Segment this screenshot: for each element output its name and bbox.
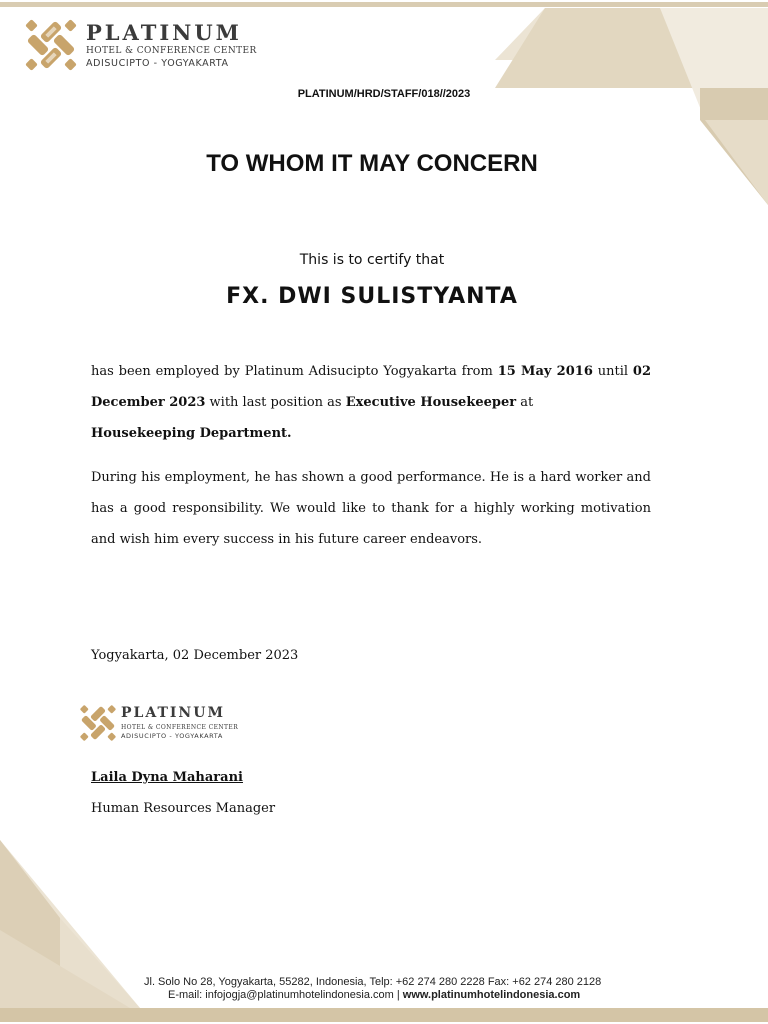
footer-contact xyxy=(168,989,580,1001)
position-title: Executive Housekeeper xyxy=(345,395,517,410)
employee-name: FX. DWI SULISTYANTA xyxy=(226,284,518,309)
certify-line: This is to certify that xyxy=(299,252,445,268)
logo-location: ADISUCIPTO - YOGYAKARTA xyxy=(86,58,229,69)
logo-wordmark-small: PLATINUM xyxy=(121,705,225,721)
start-date: 15 May 2016 xyxy=(497,364,593,379)
signatory-title: Human Resources Manager xyxy=(91,801,276,816)
performance-paragraph: During his employment, he has shown a good performance. He is a hard worker and has a good responsibility. We would like to thank for a highly working motivation and wish him every success in his future career endeavors. xyxy=(91,470,651,547)
department-name: Housekeeping Department. xyxy=(91,426,292,441)
platinum-logo-icon-small xyxy=(79,704,117,742)
bottom-border-band xyxy=(0,1008,768,1022)
employment-paragraph xyxy=(91,356,651,449)
text-employed-by: has been employed by Platinum Adisucipto Yogyakarta from xyxy=(91,364,498,379)
hotel-logo-stamp xyxy=(79,704,249,744)
text-last-position: with last position as xyxy=(205,395,346,410)
logo-subtitle: HOTEL & CONFERENCE CENTER xyxy=(86,46,257,56)
text-at: at xyxy=(516,395,534,410)
letter-heading: TO WHOM IT MAY CONCERN xyxy=(206,150,538,177)
end-date: 02 December 2023 xyxy=(91,364,651,410)
hotel-logo-header xyxy=(24,18,257,74)
reference-number: PLATINUM/HRD/STAFF/018//2023 xyxy=(297,88,471,100)
logo-wordmark: PLATINUM xyxy=(86,20,242,45)
logo-subtitle-small: HOTEL & CONFERENCE CENTER xyxy=(121,724,239,731)
footer-email: E-mail: infojogja@platinumhotelindonesia.com | xyxy=(168,989,403,1001)
signatory-name: Laila Dyna Maharani xyxy=(91,770,243,785)
platinum-logo-icon xyxy=(24,18,78,72)
top-border-band xyxy=(0,2,768,7)
text-until: until xyxy=(592,364,633,379)
footer-website-link[interactable]: www.platinumhotelindonesia.com xyxy=(402,989,581,1001)
place-and-date: Yogyakarta, 02 December 2023 xyxy=(91,648,299,663)
footer-address: Jl. Solo No 28, Yogyakarta, 55282, Indonesia, Telp: +62 274 280 2228 Fax: +62 274 280 2128 xyxy=(144,976,602,988)
logo-location-small: ADISUCIPTO - YOGYAKARTA xyxy=(121,732,223,740)
